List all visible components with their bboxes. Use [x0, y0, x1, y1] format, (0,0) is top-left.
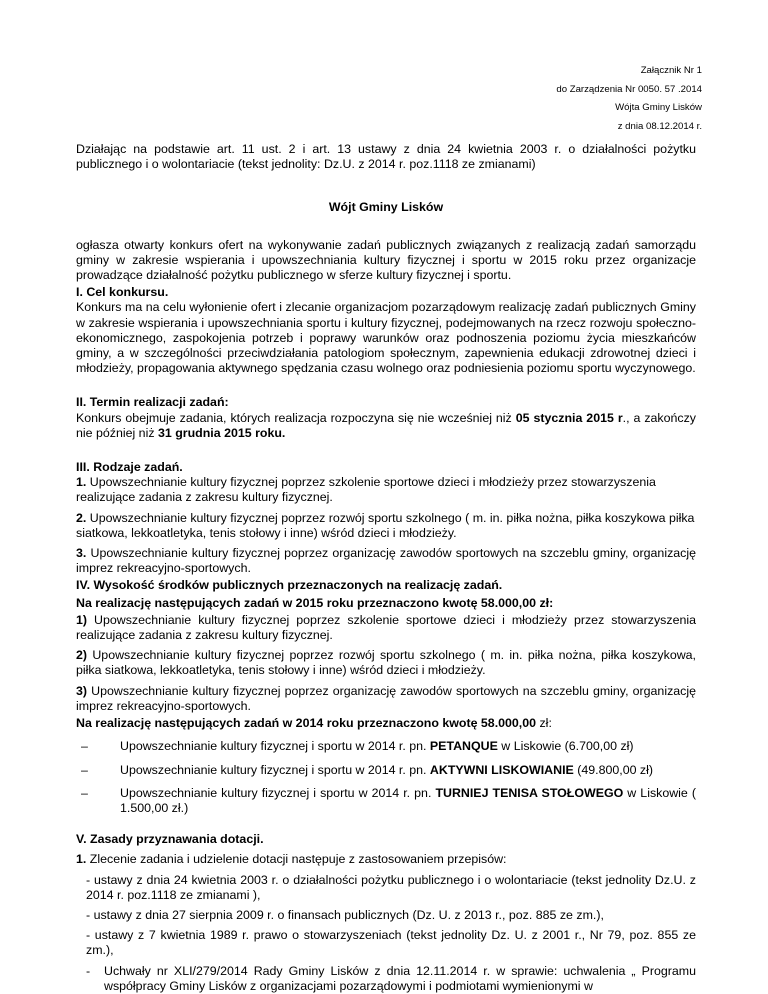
item-number: 3): [76, 683, 88, 698]
law-reference: - ustawy z 7 kwietnia 1989 r. prawo o stowarzyszeniach (tekst jednolity Dz. U. z 2001 r., Nr 79, poz. 855 ze zm.),: [86, 928, 696, 958]
document-body: [76, 142, 696, 994]
end-date: 31 grudnia 2015 roku.: [157, 425, 286, 440]
item-text: Upowszechnianie kultury fizycznej poprzez organizację zawodów sportowych na szczeblu gminy, organizację imprez rekreacyjno-sportowych.: [76, 546, 696, 576]
dash-marker: -: [86, 963, 91, 978]
start-date: 05 stycznia 2015 r: [515, 410, 623, 425]
list-item: [76, 475, 696, 505]
text-fragment: w Liskowie ( 1.500,00 zł.): [120, 785, 697, 815]
list-item: [76, 684, 696, 714]
dash-marker: –: [81, 739, 88, 754]
item-text: Upowszechnianie kultury fizycznej poprzez szkolenie sportowe dzieci i młodzieży przez stowarzyszenia realizujące zadania z zakresu kultury fizycznej.: [76, 612, 696, 643]
list-item: [76, 648, 696, 678]
task-2014-item: [76, 739, 696, 754]
item-number: 1): [76, 612, 88, 627]
annex-header: [556, 62, 702, 136]
item-text: Upowszechnianie kultury fizycznej poprzez rozwój sportu szkolnego ( m. in. piłka nożna, piłka koszykowa piłka siatkowa, lekkoatletyka, tenis stołowy i inne) wśród dzieci i młodzieży.: [76, 510, 695, 540]
list-item: [76, 546, 696, 576]
list-item: [76, 613, 696, 643]
document-title: Wójt Gminy Lisków: [328, 200, 444, 215]
section-text: Konkurs ma na celu wyłonienie ofert i zlecanie organizacjom pozarządowym realizację zadań publicznych Gminy w zakresie wspierania i upowszechniania sportu i kultury fizycznej, podejmowanych na rzecz rozwoju społeczno-ekonomicznego, zaspokojenia potrzeb i poprawy warunków oraz podnoszenia poziomu życia mieszkańców gminy, a w szczególności przeciwdziałania patologiom społecznym, zapewnienia edukacji zdrowotnej dzieci i młodzieży, propagowania aktywnego spędzania czasu wolnego oraz podniesienia poziomu sportu wyczynowego.: [76, 300, 696, 376]
annex-line: Wójta Gminy Lisków: [615, 102, 702, 114]
task-2014-item: [76, 763, 696, 778]
dash-marker: –: [81, 785, 88, 800]
budget-2014-heading: [76, 716, 696, 731]
text-fragment: Upowszechnianie kultury fizycznej i sportu w 2014 r. pn.: [120, 785, 436, 800]
task-name: TURNIEJ TENISA STOŁOWEGO: [435, 785, 624, 800]
text-fragment: zł:: [536, 716, 552, 731]
section-heading: IV. Wysokość środków publicznych przeznaczonych na realizację zadań.: [76, 578, 503, 593]
announcement-paragraph: ogłasza otwarty konkurs ofert na wykonywanie zadań publicznych związanych z realizacją zadań samorządu gminy w zakresie wspierania i upowszechniania kultury fizycznej i sportu w 2015 roku przez organizacje prowadzące działalność pożytku publicznego w sferze kultury fizycznej i sportu.: [76, 237, 696, 283]
text-fragment: Upowszechnianie kultury fizycznej i sportu w 2014 r. pn.: [120, 762, 430, 777]
rule-paragraph: [76, 852, 696, 867]
section-text: [76, 411, 696, 441]
section-heading: V. Zasady przyznawania dotacji.: [76, 832, 264, 847]
text-fragment: w Liskowie (6.700,00 zł): [497, 739, 634, 754]
section-heading: II. Termin realizacji zadań:: [76, 395, 229, 410]
annex-line: do Zarządzenia Nr 0050. 57 .2014: [556, 83, 702, 95]
text-fragment: Na realizację następujących zadań w 2014 roku przeznaczono kwotę 58.000,00: [76, 716, 537, 731]
text-fragment: Konkurs obejmuje zadania, których realizacja rozpoczyna się nie wcześniej niż: [76, 410, 516, 425]
annex-line: z dnia 08.12.2014 r.: [617, 120, 702, 132]
section-heading: III. Rodzaje zadań.: [76, 460, 183, 475]
item-text: Uchwały nr XLI/279/2014 Rady Gminy Lisków z dnia 12.11.2014 r. w sprawie: uchwalenia „ Programu współpracy Gminy Lisków z organizacjami pozarządowymi i podmiotami wymienionymi w: [104, 963, 696, 993]
task-2014-item: [76, 786, 696, 816]
item-number: 1.: [76, 852, 87, 867]
item-text: Zlecenie zadania i udzielenie dotacji następuje z zastosowaniem przepisów:: [86, 852, 507, 867]
law-reference: - ustawy z dnia 27 sierpnia 2009 r. o finansach publicznych (Dz. U. z 2013 r., poz. 885 ze zm.),: [86, 907, 604, 922]
section-heading: I. Cel konkursu.: [76, 285, 169, 300]
dash-marker: –: [81, 762, 88, 777]
item-number: 3.: [76, 546, 87, 561]
budget-2015-heading: Na realizację następujących zadań w 2015 roku przeznaczono kwotę 58.000,00 zł:: [76, 595, 554, 610]
item-number: 1.: [76, 475, 87, 490]
item-number: 2.: [76, 510, 87, 525]
task-name: PETANQUE: [429, 739, 498, 754]
item-text: Upowszechnianie kultury fizycznej poprzez organizację zawodów sportowych na szczeblu gminy, organizację imprez rekreacyjno-sportowych.: [76, 683, 696, 713]
text-fragment: (49.800,00 zł): [573, 762, 654, 777]
item-text: Upowszechnianie kultury fizycznej poprzez rozwój sportu szkolnego ( m. in. piłka nożna, piłka koszykowa, piłka siatkowa, lekkoatletyka, tenis stołowy i inne) wśród dzieci i młodzieży.: [76, 648, 696, 678]
list-item: [76, 511, 696, 541]
item-number: 2): [76, 648, 88, 663]
annex-line: Załącznik Nr 1: [640, 65, 702, 76]
text-fragment: ., a zakończy nie później niż: [76, 410, 696, 440]
item-text: Upowszechnianie kultury fizycznej poprzez szkolenie sportowe dzieci i młodzieży przez stowarzyszenia realizujące zadania z zakresu kultury fizycznej.: [76, 475, 656, 505]
law-reference: - ustawy z dnia 24 kwietnia 2003 r. o działalności pożytku publicznego i o wolontariacie (tekst jednolity Dz.U. z 2014 r. poz.1118 ze zmianami ),: [86, 872, 696, 902]
task-name: AKTYWNI LISKOWIANIE: [429, 762, 574, 777]
law-reference: [76, 964, 696, 994]
text-fragment: Upowszechnianie kultury fizycznej i sportu w 2014 r. pn.: [120, 739, 430, 754]
legal-basis-paragraph: Działając na podstawie art. 11 ust. 2 i art. 13 ustawy z dnia 24 kwietnia 2003 r. o działalności pożytku publicznego i o wolontariacie (tekst jednolity: Dz.U. z 2014 r. poz.1118 ze zmianami): [76, 142, 696, 172]
